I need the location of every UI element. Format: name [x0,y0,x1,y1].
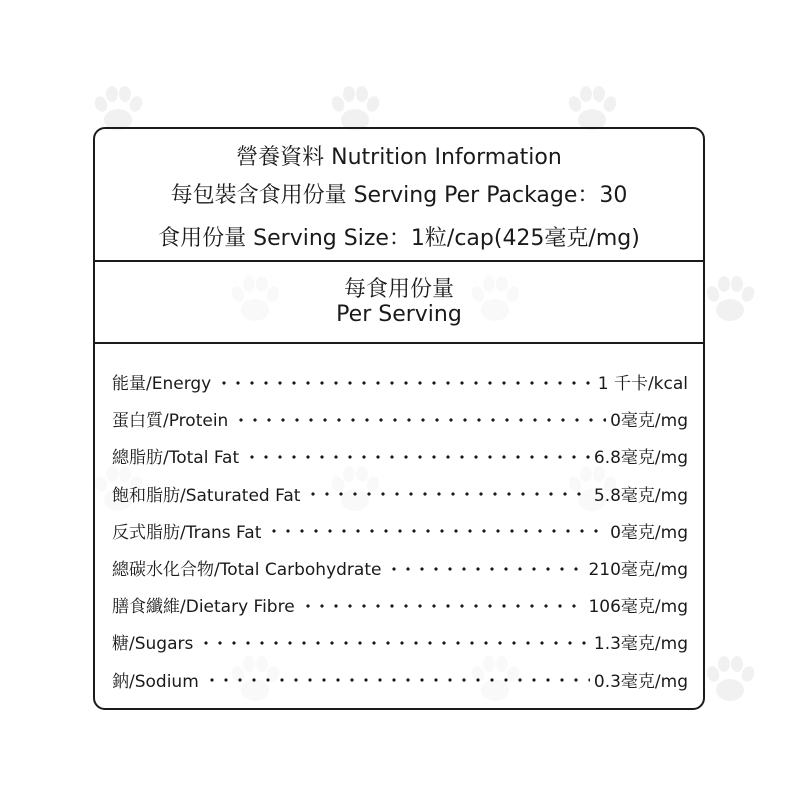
paw-print-icon [700,650,760,710]
serving-size: 食用份量 Serving Size：1粒/cap(425毫克/mg) [158,226,640,251]
nutrient-label: 反式脂肪/Trans Fat [112,522,262,543]
nutrition-header [95,129,703,260]
dot-leader [234,417,606,423]
nutrient-label: 鈉/Sodium [112,671,199,692]
per-serving-en: Per Serving [336,302,462,327]
servings-per-package: 每包裝含食用份量 Serving Per Package：30 [170,183,628,208]
nutrient-label: 蛋白質/Protein [112,411,229,432]
dot-leader [199,640,590,646]
nutrient-label: 能量/Energy [112,374,212,395]
nutrient-row-sugars [112,623,688,660]
nutrient-value: 0毫克/mg [610,522,688,543]
nutrient-row-energy [112,363,688,400]
header-divider [95,260,703,262]
nutrient-value: 106毫克/mg [588,597,688,618]
nutrient-row-total-carbohydrate [112,549,688,586]
nutrient-value: 5.8毫克/mg [593,485,688,506]
nutrition-title: 營養資料 Nutrition Information [236,145,562,170]
dot-leader [387,566,584,572]
nutrient-value: 6.8毫克/mg [593,448,688,469]
nutrient-label: 糖/Sugars [112,634,194,655]
paw-print-icon [700,270,760,330]
column-header-divider [95,342,703,344]
nutrient-row-sodium [112,661,688,698]
nutrient-row-protein [112,400,688,437]
dot-leader [301,603,585,609]
dot-leader [205,677,590,683]
nutrient-value: 0毫克/mg [610,411,688,432]
nutrient-row-total-fat [112,437,688,474]
per-serving-zh: 每食用份量 [343,277,454,302]
dot-leader [306,491,589,497]
nutrient-label: 總碳水化合物/Total Carbohydrate [112,560,382,581]
dot-leader [267,528,606,534]
nutrient-value: 0.3毫克/mg [593,671,688,692]
nutrient-label: 總脂肪/Total Fat [112,448,240,469]
nutrition-panel [93,127,705,710]
nutrient-list [112,363,688,698]
nutrient-value: 210毫克/mg [588,560,688,581]
dot-leader [245,454,590,460]
dot-leader [217,380,593,386]
nutrient-row-saturated-fat [112,475,688,512]
nutrient-row-dietary-fibre [112,586,688,623]
nutrient-label: 膳食纖維/Dietary Fibre [112,597,295,618]
nutrient-label: 飽和脂肪/Saturated Fat [112,485,301,506]
nutrient-value: 1 千卡/kcal [597,374,688,395]
nutrient-row-trans-fat [112,512,688,549]
nutrient-value: 1.3毫克/mg [593,634,688,655]
